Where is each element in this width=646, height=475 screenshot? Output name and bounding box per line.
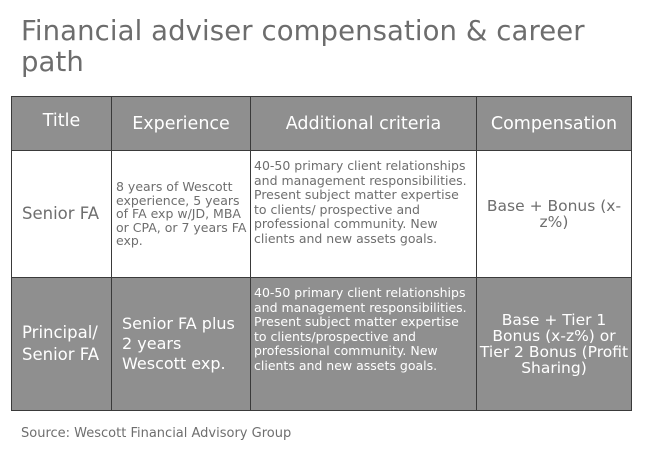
table-header-row <box>12 97 632 151</box>
cell-experience: Senior FA plus 2 years Wescott exp. <box>112 278 251 411</box>
page-title: Financial adviser compensation & career path <box>21 15 585 78</box>
table-row <box>12 278 632 411</box>
cell-title: Senior FA <box>12 151 112 278</box>
cell-title: Principal/ Senior FA <box>12 278 112 411</box>
table-row <box>12 151 632 278</box>
compensation-table <box>11 96 632 411</box>
cell-experience: 8 years of Wescott experience, 5 years of FA exp w/JD, MBA or CPA, or 7 years FA exp. <box>112 151 251 278</box>
column-header-compensation: Compensation <box>477 97 632 151</box>
cell-compensation: Base + Bonus (x-z%) <box>477 151 632 278</box>
column-header-experience: Experience <box>112 97 251 151</box>
cell-criteria: 40-50 primary client relationships and management responsibilities. Present subject matter expertise to clients/ prospective and professional community. New clients and new assets goals. <box>251 151 477 278</box>
cell-criteria: 40-50 primary client relationships and management responsibilities. Present subject matter expertise to clients/prospective and professional community. New clients and new assets goals. <box>251 278 477 411</box>
column-header-criteria: Additional criteria <box>251 97 477 151</box>
source-note: Source: Wescott Financial Advisory Group <box>21 426 292 441</box>
cell-compensation: Base + Tier 1 Bonus (x-z%) or Tier 2 Bonus (Profit Sharing) <box>477 278 632 411</box>
column-header-title: Title <box>12 97 112 151</box>
